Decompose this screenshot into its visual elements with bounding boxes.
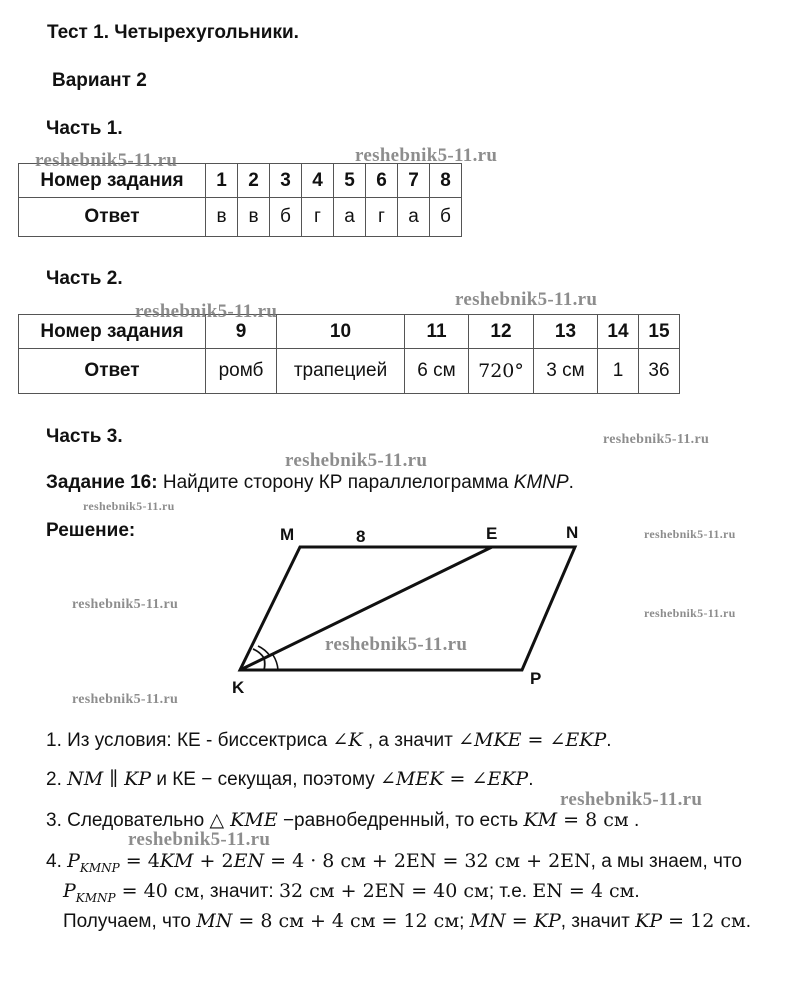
step-3-triangle: △ KME	[209, 809, 278, 831]
part3-heading: Часть 3.	[46, 426, 123, 447]
page-title: Тест 1. Четырехугольники.	[47, 22, 299, 43]
watermark: reshebnik5-11.ru	[603, 432, 710, 447]
part2-answer-label: Ответ	[19, 349, 206, 394]
part1-task-label: Номер задания	[19, 164, 206, 198]
part2-task-num: 12	[469, 315, 534, 349]
task16-label: Задание 16:	[46, 472, 158, 493]
watermark: reshebnik5-11.ru	[560, 789, 703, 810]
part2-answer: трапецией	[277, 349, 405, 394]
angle-mark-mke	[253, 649, 264, 658]
part2-task-num: 10	[277, 315, 405, 349]
part1-task-num: 8	[430, 164, 462, 198]
step-4c-mn: MN	[196, 910, 233, 932]
vertex-label-k: K	[232, 678, 245, 697]
step-1	[46, 729, 612, 752]
step-4b-end: .	[634, 881, 640, 902]
part2-task-num: 13	[534, 315, 598, 349]
part1-answer: г	[302, 198, 334, 237]
step-4-eq3: = 4 · 8 см + 2EN = 32 см + 2EN	[264, 850, 591, 872]
step-4c-end: .	[745, 911, 752, 932]
step-4-p: P	[67, 850, 80, 872]
watermark: reshebnik5-11.ru	[285, 450, 428, 471]
part1-task-num: 7	[398, 164, 430, 198]
part2-answer: 3 см	[534, 349, 598, 394]
part1-task-num: 6	[366, 164, 398, 198]
step-4b-text: , значит:	[199, 881, 279, 902]
step-3-text: 3. Следовательно	[46, 810, 210, 831]
watermark: reshebnik5-11.ru	[355, 145, 498, 166]
step-2-end: .	[528, 769, 534, 790]
step-3-text2: −равнобедренный, то есть	[277, 810, 524, 831]
step-4b-p: P	[63, 880, 76, 902]
step-4c	[63, 910, 751, 933]
part2-answer: 36	[639, 349, 680, 394]
step-4c-text2: , значит	[560, 911, 636, 932]
part1-answer: а	[334, 198, 366, 237]
step-4-num: 4.	[46, 851, 68, 872]
vertex-label-n: N	[566, 523, 579, 542]
part1-task-num: 5	[334, 164, 366, 198]
part2-heading: Часть 2.	[46, 268, 123, 289]
step-4-sub: KMNP	[79, 860, 120, 875]
watermark: reshebnik5-11.ru	[325, 634, 468, 655]
step-1-angle: ∠K	[332, 729, 363, 751]
step-4c-eq: =	[505, 910, 534, 932]
watermark: reshebnik5-11.ru	[72, 692, 179, 707]
step-4b	[63, 880, 640, 905]
step-4b-equation: 32 см + 2EN = 40 см	[278, 880, 489, 902]
step-4b-value: = 40 см	[115, 880, 200, 902]
part1-task-num: 1	[206, 164, 238, 198]
watermark: reshebnik5-11.ru	[72, 597, 179, 612]
part1-task-num: 4	[302, 164, 334, 198]
step-4c-sep: ;	[459, 911, 470, 932]
part1-answer: в	[206, 198, 238, 237]
part2-task-num: 15	[639, 315, 680, 349]
part2-answer: 1	[598, 349, 639, 394]
step-4c-answer: = 12 см	[662, 910, 746, 932]
part2-task-label: Номер задания	[19, 315, 206, 349]
step-1-text: 1. Из условия: КЕ - биссектриса	[46, 730, 333, 751]
task16-end: .	[568, 472, 574, 493]
part1-answer: а	[398, 198, 430, 237]
watermark: reshebnik5-11.ru	[35, 150, 178, 171]
part1-answer-label: Ответ	[19, 198, 206, 237]
step-4-eq2: + 2	[193, 850, 234, 872]
step-1-text2: , а значит	[362, 730, 459, 751]
step-4b-text2: ; т.е.	[488, 881, 533, 902]
step-4b-result: EN = 4 см	[532, 880, 635, 902]
solution-label: Решение:	[46, 520, 136, 541]
angle-mark-outer2	[273, 655, 278, 670]
vertex-label-m: M	[280, 525, 295, 544]
step-2-equation: ∠MEK = ∠EKP	[380, 768, 529, 790]
step-2-kp: KP	[124, 768, 152, 790]
step-3-end: .	[628, 810, 640, 831]
part1-answer: б	[430, 198, 462, 237]
angle-mark-ekp	[264, 658, 265, 670]
vertex-label-p: P	[530, 669, 542, 688]
watermark: reshebnik5-11.ru	[455, 289, 598, 310]
step-4c-mn2: MN	[469, 910, 506, 932]
step-3-km: KM	[523, 809, 558, 831]
step-1-equation: ∠MKE = ∠EKP	[458, 729, 607, 751]
step-2-parallel: ∥	[103, 768, 125, 790]
watermark: reshebnik5-11.ru	[83, 499, 175, 513]
watermark: reshebnik5-11.ru	[128, 829, 271, 850]
task16-figure: KMNP	[513, 472, 569, 493]
segment-label-me: 8	[356, 527, 366, 546]
step-4-text: , а мы знаем, что	[590, 851, 742, 872]
part2-answer: 6 см	[405, 349, 469, 394]
part2-answer: ромб	[206, 349, 277, 394]
part1-task-num: 2	[238, 164, 270, 198]
part2-task-num: 9	[206, 315, 277, 349]
step-2-num: 2.	[46, 769, 68, 790]
step-4c-sum: = 8 см + 4 см = 12 см	[232, 910, 460, 932]
step-4-km: KM	[159, 850, 194, 872]
step-4	[46, 850, 742, 875]
variant-title: Вариант 2	[52, 70, 147, 91]
part1-answer: в	[238, 198, 270, 237]
step-4c-kp2: KP	[635, 910, 663, 932]
part1-heading: Часть 1.	[46, 118, 123, 139]
watermark: reshebnik5-11.ru	[135, 301, 278, 322]
step-4c-kp: KP	[533, 910, 561, 932]
part1-answer: б	[270, 198, 302, 237]
step-4c-text: Получаем, что	[63, 911, 197, 932]
step-2-text: и КЕ − секущая, поэтому	[151, 769, 381, 790]
step-4-en: EN	[233, 850, 265, 872]
step-3-value: = 8 см	[557, 809, 629, 831]
angle-mark-outer	[258, 646, 270, 656]
vertex-label-e: E	[486, 524, 498, 543]
step-4b-sub: KMNP	[75, 890, 116, 905]
task16-text: Найдите сторону КР параллелограмма	[162, 472, 514, 493]
part1-task-num: 3	[270, 164, 302, 198]
part2-task-num: 14	[598, 315, 639, 349]
watermark: reshebnik5-11.ru	[644, 527, 736, 541]
part2-task-num: 11	[405, 315, 469, 349]
step-2	[46, 768, 534, 791]
part2-answer: 720°	[469, 349, 534, 394]
step-4-eq1: = 4	[119, 850, 160, 872]
part1-answer: г	[366, 198, 398, 237]
watermark: reshebnik5-11.ru	[644, 606, 736, 620]
step-2-nm: NM	[67, 768, 104, 790]
step-1-end: .	[606, 730, 612, 751]
